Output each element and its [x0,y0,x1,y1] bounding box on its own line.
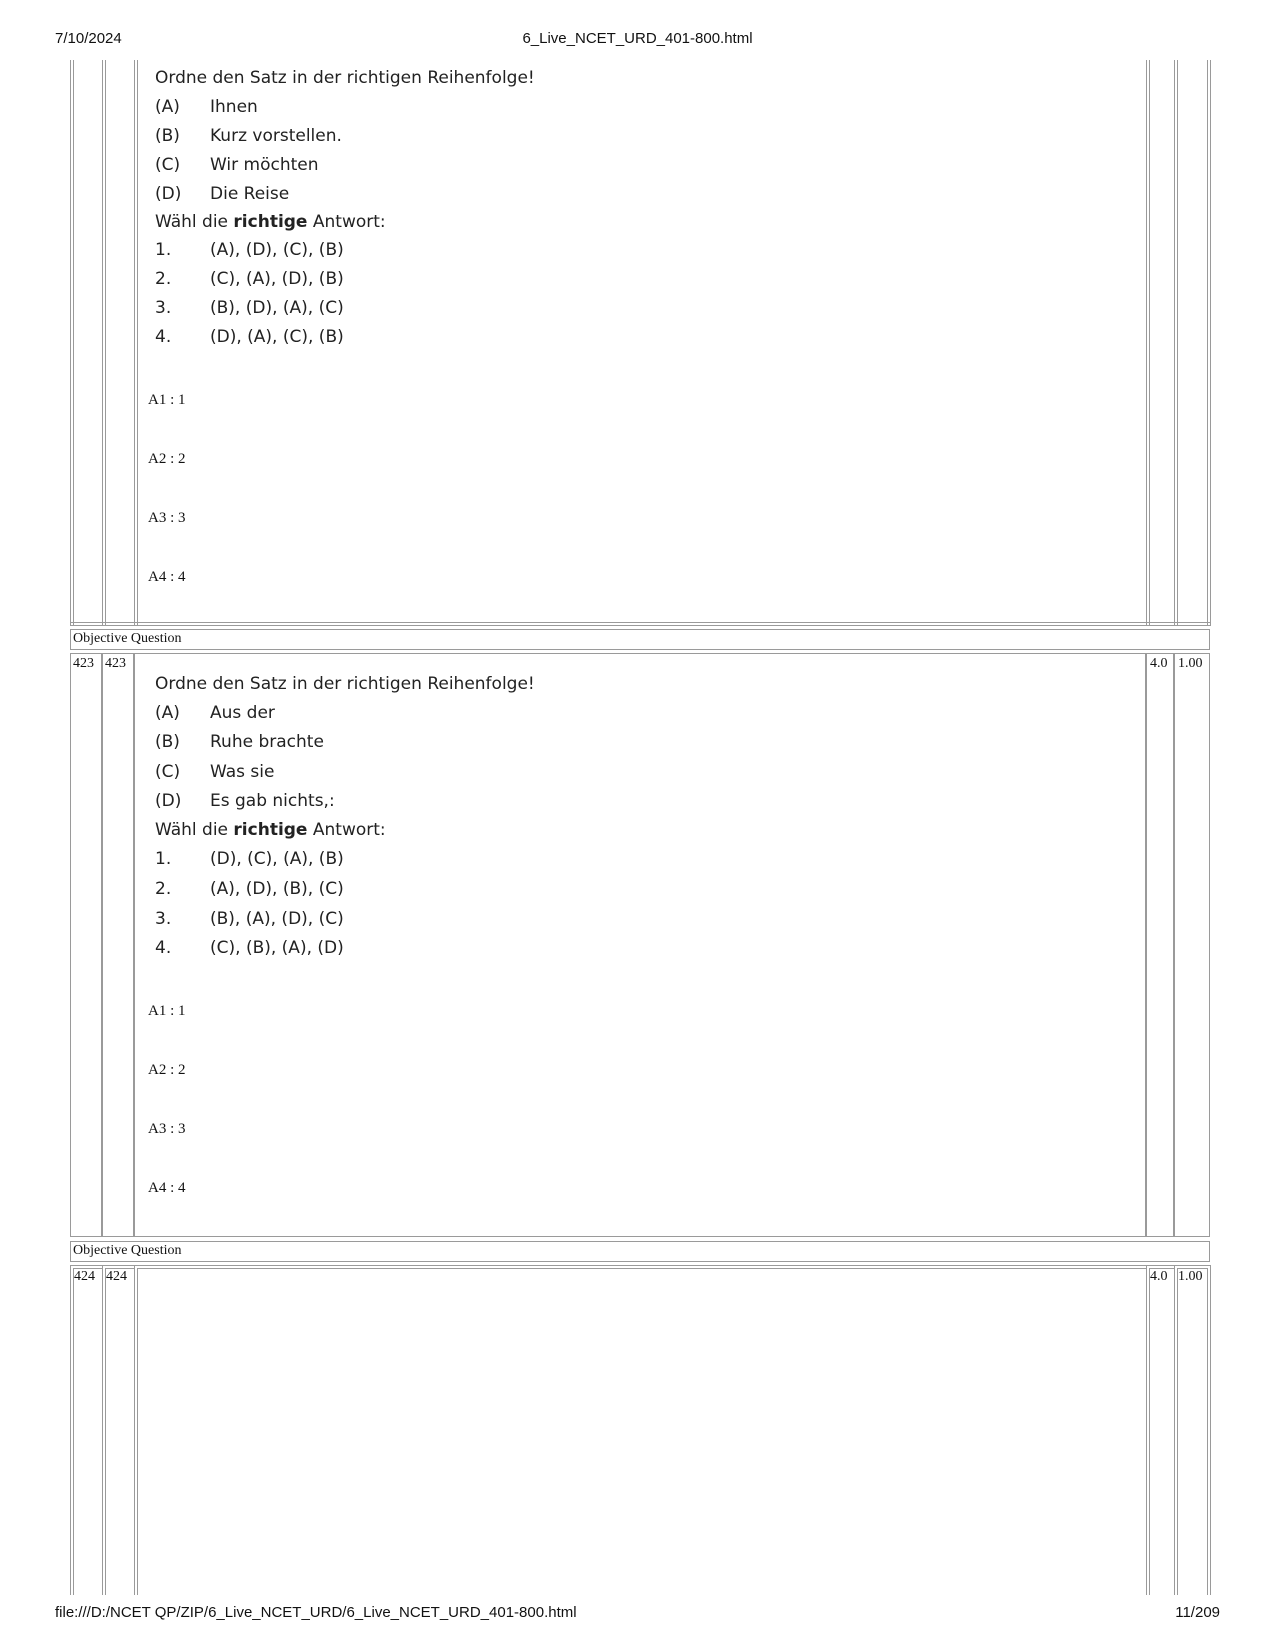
answer-a2: A2 : 2 [148,451,186,467]
question-instruction: Ordne den Satz in der richtigen Reihenfolge! [155,674,535,694]
question-marks: 4.0 [1150,656,1168,671]
answer-a4: A4 : 4 [148,569,186,585]
section-label: Objective Question [73,631,182,646]
section-label-row [70,629,1210,650]
question-negative-marks: 1.00 [1178,656,1203,671]
question-id: 424 [106,1269,127,1284]
section-label-row [70,1241,1210,1262]
question-instruction: Ordne den Satz in der richtigen Reihenfolge! [155,68,535,88]
question-marks: 4.0 [1150,1269,1168,1284]
answer-a1: A1 : 1 [148,392,186,408]
section-label: Objective Question [73,1243,182,1258]
page-number: 11/209 [1175,1604,1220,1621]
file-path: file:///D:/NCET QP/ZIP/6_Live_NCET_URD/6_Live_NCET_URD_401-800.html [55,1604,577,1621]
answer-a3: A3 : 3 [148,1121,186,1137]
question-number: 423 [73,656,94,671]
answer-a3: A3 : 3 [148,510,186,526]
answer-prompt: Wähl die richtige Antwort: [155,820,386,840]
answer-a4: A4 : 4 [148,1180,186,1196]
question-negative-marks: 1.00 [1178,1269,1203,1284]
print-date: 7/10/2024 [55,30,122,47]
answer-a2: A2 : 2 [148,1062,186,1078]
question-id: 423 [105,656,126,671]
question-number: 424 [74,1269,95,1284]
answer-a1: A1 : 1 [148,1003,186,1019]
print-title: 6_Live_NCET_URD_401-800.html [522,30,753,47]
answer-prompt: Wähl die richtige Antwort: [155,212,386,232]
